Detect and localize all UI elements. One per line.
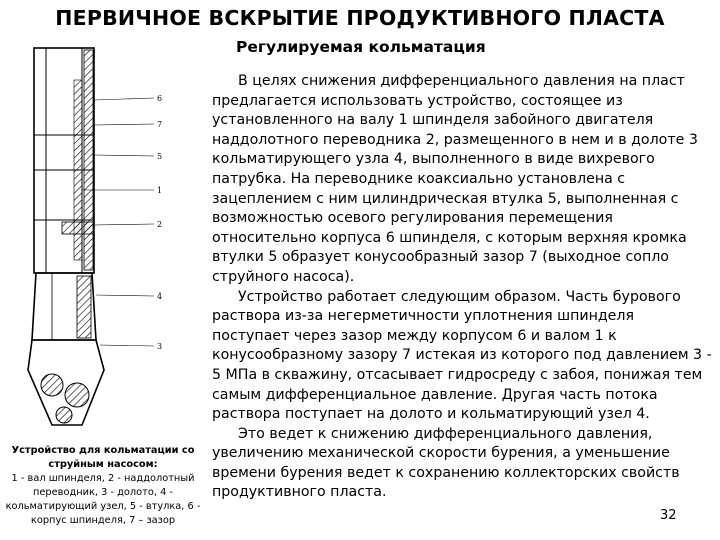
callout-7: 7 xyxy=(157,120,163,129)
slide-subtitle: Регулируемая кольматация xyxy=(236,38,486,56)
slide-title: ПЕРВИЧНОЕ ВСКРЫТИЕ ПРОДУКТИВНОГО ПЛАСТА xyxy=(55,6,665,30)
device-drawing xyxy=(22,40,182,440)
callout-4: 4 xyxy=(157,292,163,301)
callout-1: 1 xyxy=(157,186,163,195)
device-drawing-svg xyxy=(22,40,182,440)
paragraph-1: В целях снижения дифференциального давления на пласт предлагается использовать устройство, состоящее из установленного на валу 1 шпинделя забойного двигателя наддолотного переводника 2, размещенного в нем и в долоте 3 кольматирующего узла 4, выполненного в виде вихревого патрубка. На переводнике коаксиально установлена с зацеплением с ним цилиндрическая втулка 5, выполненная с возможностью осевого регулирования перемещения относительно корпуса 6 шпинделя, с которым верхняя кромка втулки 5 образует конусообразный зазор 7 (выходное сопло струйного насоса). xyxy=(212,73,698,285)
callout-3: 3 xyxy=(157,342,163,351)
paragraph-3: Это ведет к снижению дифференциального давления, увеличению механической скорости бурения, а уменьшение времени бурения ведет к сохранению коллекторских свойств продуктивного пласта. xyxy=(212,425,680,501)
caption-text: 1 - вал шпинделя, 2 - наддолотный переводник, 3 - долото, 4 - кольматирующий узел, 5 - втулка, 6 - корпус шпинделя, 7 – зазор xyxy=(5,473,201,526)
figure-caption xyxy=(4,444,202,528)
callout-5: 5 xyxy=(157,152,163,161)
page-number: 32 xyxy=(660,508,677,523)
body-text xyxy=(212,72,712,503)
callout-6: 6 xyxy=(157,94,163,103)
paragraph-2: Устройство работает следующим образом. Часть бурового раствора из-за негерметичности уплотнения шпинделя поступает через зазор между корпусом 6 и валом 1 к конусообразному зазору 7 истекая из которого под давлением 3 - 5 МПа в скважину, отсасывает гидросреду с забоя, понижая тем самым дифференциальное давление. Другая часть потока раствора поступает на долото и кольматирующий узел 4. xyxy=(212,288,712,423)
caption-title: Устройство для кольматации со струйным насосом: xyxy=(11,445,195,470)
callout-2: 2 xyxy=(157,220,163,229)
